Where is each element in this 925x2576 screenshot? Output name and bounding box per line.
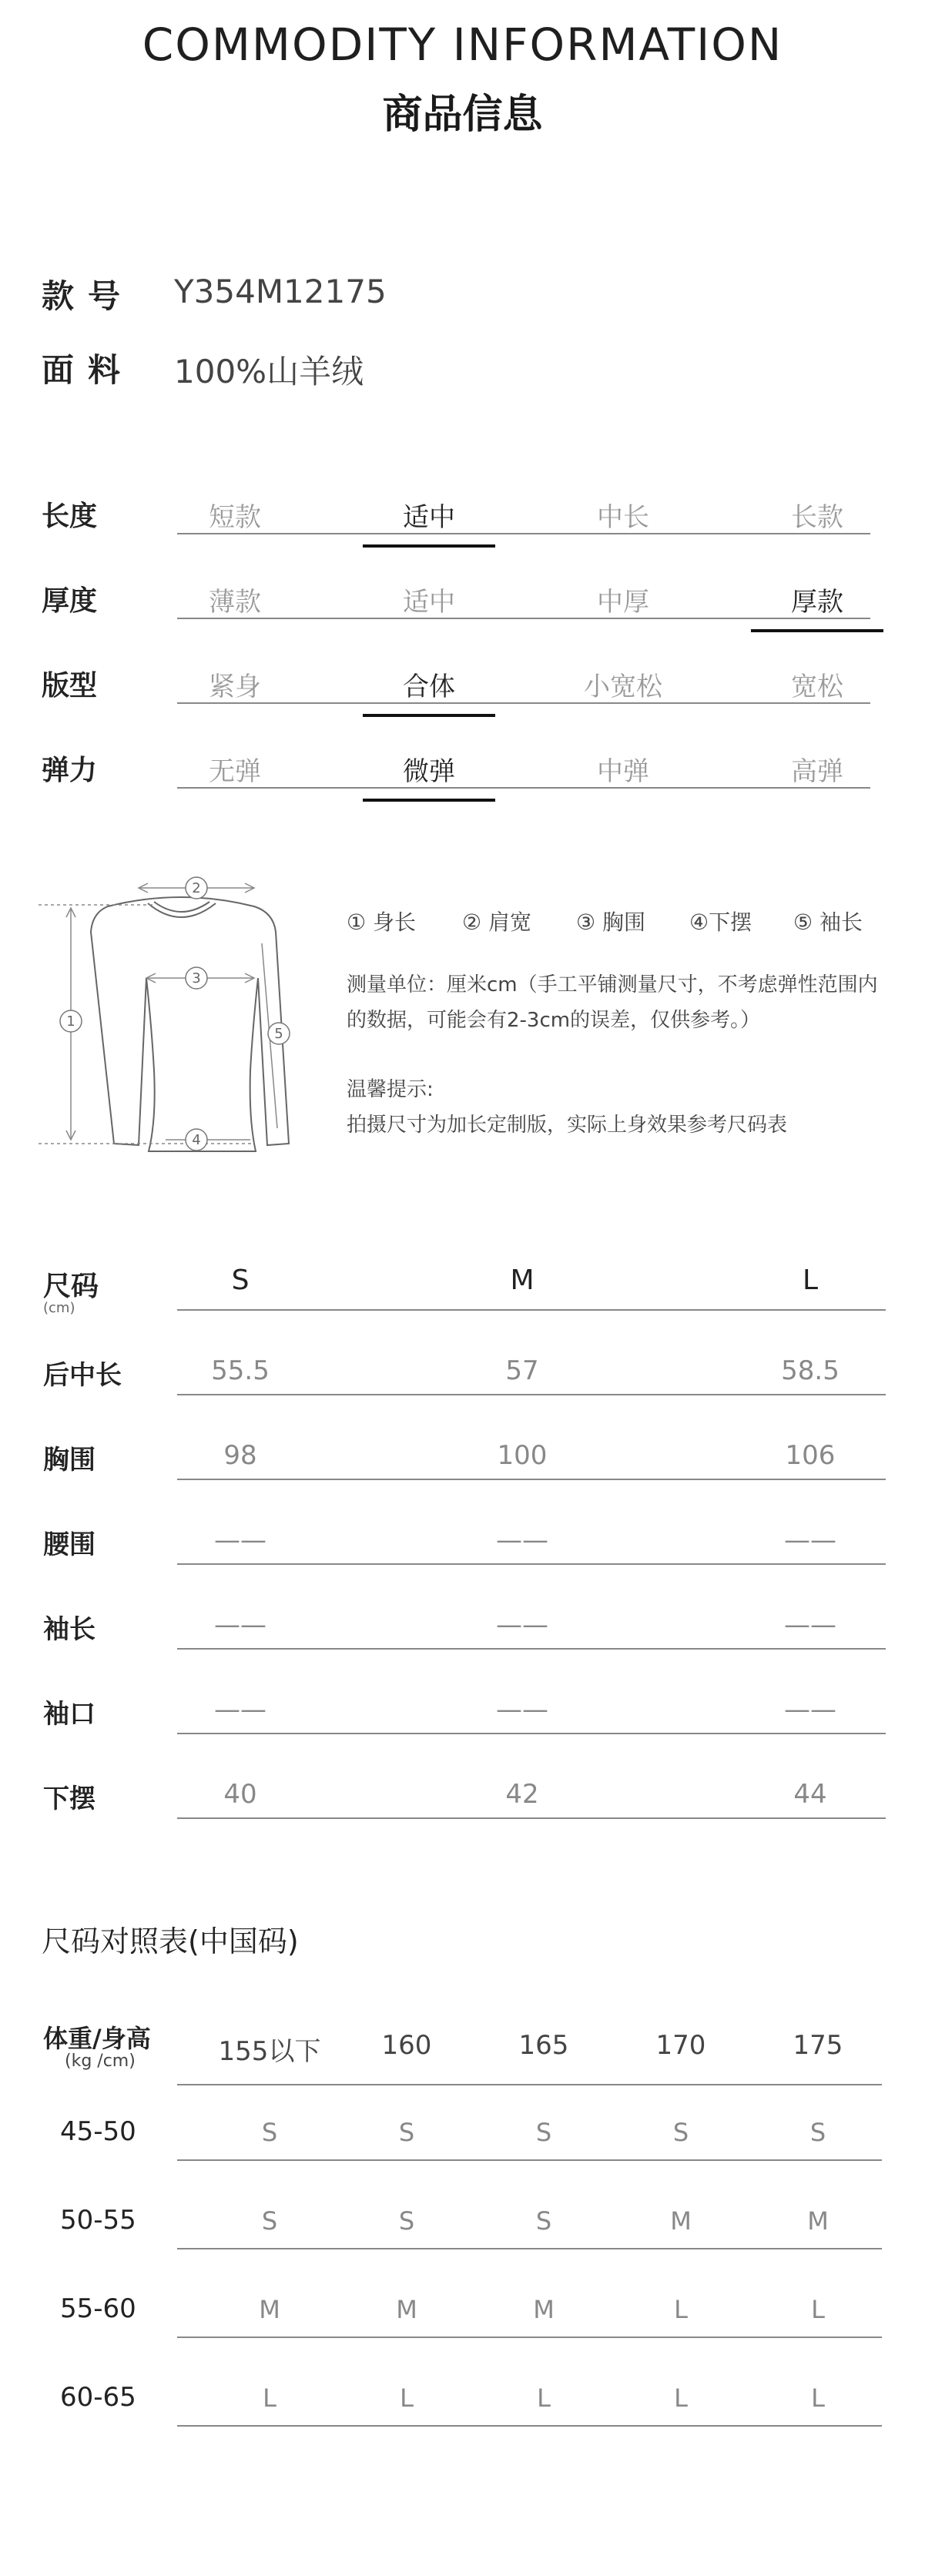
size-chart-divider — [177, 2248, 882, 2249]
size-chart-cell: S — [261, 2118, 278, 2147]
marker-4: 4 — [192, 1132, 201, 1148]
size-chart-cell: S — [261, 2206, 278, 2236]
attribute-option: 紧身 — [209, 672, 261, 702]
size-chart-cell: S — [398, 2118, 415, 2147]
size-table-divider — [177, 1563, 886, 1565]
size-chart-cell: M — [670, 2206, 692, 2236]
attribute-option: 适中 — [403, 587, 455, 618]
sweater-outline-icon — [91, 897, 289, 1151]
attribute-label: 长度 — [42, 501, 98, 532]
fabric-label: 面料 — [42, 351, 135, 389]
selected-underline — [363, 714, 495, 717]
size-chart-cell: S — [809, 2118, 826, 2147]
size-row-label: 胸围 — [43, 1445, 96, 1476]
height-column-header: 155以下 — [218, 2036, 321, 2067]
height-column-header: 170 — [655, 2030, 706, 2061]
attribute-option: 小宽松 — [584, 672, 662, 702]
size-chart-title: 尺码对照表(中国码) — [42, 1924, 299, 1958]
size-chart-cell: L — [674, 2295, 688, 2324]
size-row-label: 腰围 — [43, 1529, 96, 1560]
size-cell: —— — [496, 1694, 548, 1725]
size-chart-divider — [177, 2084, 882, 2085]
style-number-value: Y354M12175 — [174, 273, 387, 310]
size-cell: 58.5 — [781, 1355, 840, 1386]
size-table-divider — [177, 1479, 886, 1480]
size-cell: 55.5 — [211, 1355, 270, 1386]
style-number-label: 款号 — [42, 277, 135, 315]
attribute-option: 适中 — [344, 496, 514, 534]
marker-2: 2 — [192, 880, 201, 896]
size-chart-cell: S — [535, 2206, 552, 2236]
size-chart-cell: L — [811, 2295, 825, 2324]
size-chart-cell: L — [674, 2383, 688, 2413]
size-cell: 100 — [497, 1440, 548, 1471]
tip-title: 温馨提示: — [347, 1078, 434, 1101]
attribute-option: 宽松 — [791, 672, 843, 702]
size-chart-cell: S — [398, 2206, 415, 2236]
size-chart-cell: L — [400, 2383, 414, 2413]
size-cell: —— — [214, 1525, 266, 1556]
size-table-divider — [177, 1733, 886, 1734]
marker-3: 3 — [192, 970, 201, 987]
size-cell: 44 — [793, 1779, 827, 1810]
size-row-label: 下摆 — [43, 1784, 96, 1814]
size-column-header: L — [802, 1265, 819, 1296]
attribute-option: 厚款 — [732, 581, 902, 618]
selected-underline — [751, 629, 883, 632]
size-cell: —— — [214, 1694, 266, 1725]
size-chart-cell: S — [672, 2118, 689, 2147]
size-cell: 40 — [223, 1779, 257, 1810]
attribute-option: 高弹 — [791, 756, 843, 787]
size-table-divider — [177, 1648, 886, 1650]
size-chart-divider — [177, 2425, 882, 2427]
size-cell: —— — [214, 1610, 266, 1640]
legend-length: ① 身长 — [347, 909, 417, 935]
legend-chest: ③ 胸围 — [576, 909, 646, 935]
size-cell: —— — [784, 1694, 836, 1725]
weight-row-label: 50-55 — [60, 2205, 136, 2236]
legend-sleeve: ⑤ 袖长 — [793, 909, 863, 935]
size-column-header: S — [231, 1265, 250, 1296]
size-table-divider — [177, 1394, 886, 1395]
size-chart-cell: L — [811, 2383, 825, 2413]
attribute-option: 微弹 — [344, 750, 514, 788]
size-table-unit: (cm) — [43, 1300, 75, 1316]
marker-1: 1 — [66, 1013, 75, 1030]
size-column-header: M — [510, 1265, 535, 1296]
legend-hem: ④下摆 — [689, 909, 752, 935]
attribute-label: 版型 — [42, 670, 98, 702]
height-column-header: 160 — [381, 2030, 432, 2061]
selected-underline — [363, 799, 495, 802]
attribute-label: 弹力 — [42, 755, 98, 786]
attribute-label: 厚度 — [42, 585, 98, 617]
weight-row-label: 45-50 — [60, 2116, 136, 2147]
attribute-option: 薄款 — [209, 587, 261, 618]
height-column-header: 165 — [518, 2030, 569, 2061]
size-cell: —— — [496, 1610, 548, 1640]
size-cell: 42 — [505, 1779, 539, 1810]
attribute-option: 长款 — [791, 502, 843, 533]
unit-note-line-1: 测量单位：厘米cm（手工平铺测量尺寸，不考虑弹性范围内 — [347, 973, 878, 997]
size-cell: —— — [784, 1525, 836, 1556]
size-table-divider — [177, 1817, 886, 1819]
tip-text: 拍摄尺寸为加长定制版，实际上身效果参考尺码表 — [347, 1114, 788, 1137]
size-chart-cell: M — [259, 2295, 280, 2324]
size-chart-cell: S — [535, 2118, 552, 2147]
legend-shoulder: ② 肩宽 — [462, 909, 532, 935]
attribute-option: 中厚 — [597, 587, 649, 618]
size-cell: 106 — [785, 1440, 836, 1471]
size-chart-cell: M — [396, 2295, 417, 2324]
attribute-option: 中长 — [597, 502, 649, 533]
size-cell: 57 — [505, 1355, 539, 1386]
size-chart-head-unit: (kg /cm) — [65, 2052, 136, 2071]
size-cell: —— — [784, 1610, 836, 1640]
attribute-option: 中弹 — [597, 756, 649, 787]
fabric-value: 100%山羊绒 — [174, 353, 364, 390]
attribute-option: 无弹 — [209, 756, 261, 787]
page-title-en: COMMODITY INFORMATION — [142, 18, 783, 71]
size-chart-cell: M — [533, 2295, 555, 2324]
size-chart-cell: L — [537, 2383, 551, 2413]
size-row-label: 袖长 — [43, 1614, 96, 1645]
weight-row-label: 55-60 — [60, 2293, 136, 2324]
size-chart-cell: L — [263, 2383, 276, 2413]
selected-underline — [363, 544, 495, 548]
garment-diagram — [31, 874, 308, 1171]
attribute-option: 短款 — [209, 502, 261, 533]
height-column-header: 175 — [793, 2030, 843, 2061]
size-table-head-label: 尺码 — [43, 1271, 99, 1302]
unit-note-line-2: 的数据，可能会有2-3cm的误差，仅供参考。） — [347, 1009, 761, 1032]
size-chart-head-label: 体重/身高 — [43, 2024, 151, 2053]
size-cell: 98 — [223, 1440, 257, 1471]
page-title-cn: 商品信息 — [382, 92, 543, 138]
marker-5: 5 — [274, 1026, 283, 1042]
size-chart-divider — [177, 2336, 882, 2338]
size-row-label: 袖口 — [43, 1699, 96, 1730]
weight-row-label: 60-65 — [60, 2382, 136, 2413]
size-row-label: 后中长 — [43, 1360, 122, 1391]
attribute-option: 合体 — [344, 665, 514, 703]
size-cell: —— — [496, 1525, 548, 1556]
size-chart-cell: M — [807, 2206, 829, 2236]
size-table-divider — [177, 1309, 886, 1311]
size-chart-divider — [177, 2159, 882, 2161]
